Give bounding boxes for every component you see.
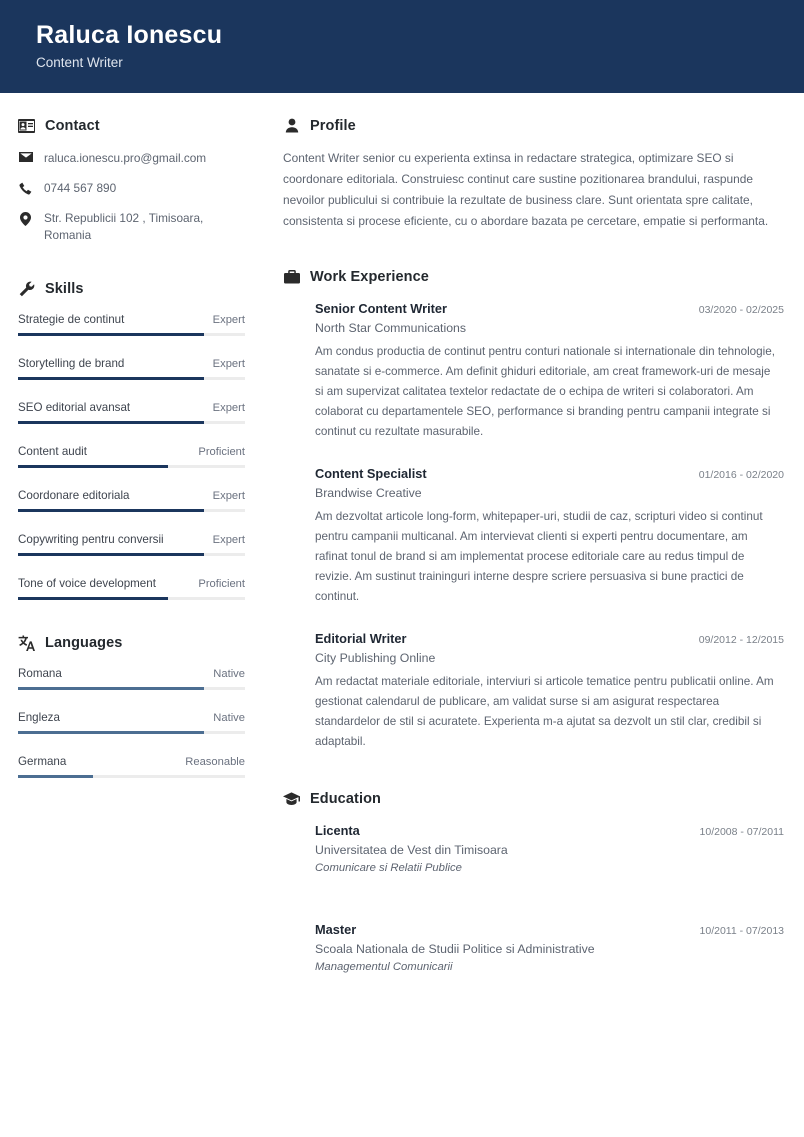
sidebar-column (0, 93, 283, 799)
bar-label: Strategie de continut (18, 313, 125, 326)
entry-description: Am dezvoltat articole long-form, whitepaper-uri, studii de caz, scripturi video si continut pentru campanii multicanal. Am intervievat clienti si experti pentru documentare, am rafinat tonul de brand si am implementat procese editoriale care au redus timpul de revizie. Am sustinut traininguri interne despre scriere persuasiva si bune practici de continut. (315, 510, 763, 603)
section-profile (283, 117, 784, 232)
progress-track (18, 597, 245, 600)
profile-heading-label: Profile (310, 117, 356, 134)
bar-level: Expert (212, 402, 245, 414)
skills-heading-label: Skills (45, 280, 84, 297)
entry-date: 01/2016 - 02/2020 (698, 469, 784, 481)
bar-level: Proficient (198, 578, 245, 590)
progress-track (18, 553, 245, 556)
entry-organization: City Publishing Online (315, 651, 436, 665)
progress-track (18, 377, 245, 380)
profile-heading (283, 117, 784, 134)
bar-level: Native (213, 712, 245, 724)
phone-icon (18, 182, 33, 195)
candidate-job-title: Content Writer (36, 55, 123, 70)
bar-label: Copywriting pentru conversii (18, 533, 164, 546)
envelope-icon (18, 152, 33, 162)
contact-heading-label: Contact (45, 117, 100, 134)
bar-label: Romana (18, 667, 62, 680)
bar-level: Expert (212, 358, 245, 370)
progress-track (18, 509, 245, 512)
entry-field: Managementul Comunicarii (315, 961, 453, 973)
progress-track (18, 731, 245, 734)
entry-organization: Universitatea de Vest din Timisoara (315, 843, 508, 857)
contact-heading (18, 117, 245, 134)
bar-label: Storytelling de brand (18, 357, 125, 370)
work-experience-list (283, 301, 784, 752)
languages-heading-label: Languages (45, 634, 123, 651)
contact-address-text: Str. Republicii 102 , Timisoara, Romania (44, 211, 204, 242)
skills-list (18, 313, 245, 600)
list-item (18, 667, 245, 690)
progress-fill (18, 687, 204, 690)
list-item (315, 823, 784, 874)
entry-title: Senior Content Writer (315, 301, 448, 316)
briefcase-icon (283, 268, 300, 285)
entry-organization: North Star Communications (315, 321, 467, 335)
progress-fill (18, 731, 204, 734)
education-list (283, 823, 784, 973)
list-item (18, 401, 245, 424)
translate-icon (18, 634, 35, 651)
contact-list (18, 150, 245, 244)
progress-track (18, 333, 245, 336)
progress-fill (18, 465, 168, 468)
bar-label: SEO editorial avansat (18, 401, 131, 414)
entry-title: Licenta (315, 823, 360, 838)
progress-fill (18, 553, 204, 556)
bar-label: Content audit (18, 445, 87, 458)
bar-label: Tone of voice development (18, 577, 156, 590)
resume-header (0, 0, 804, 93)
progress-fill (18, 333, 204, 336)
section-contact (18, 117, 245, 244)
list-item (18, 445, 245, 468)
education-heading-label: Education (310, 790, 381, 807)
entry-description: Am redactat materiale editoriale, interviuri si articole tematice pentru publicatii online. Am gestionat calendarul de publicare, am validat surse si am asigurat respectarea standardelor de stil si acuratete. Experienta m-a ajutat sa dezvolt un stil clar, credibil si adaptabil. (315, 675, 774, 748)
contact-address-row (18, 210, 245, 244)
bar-level: Expert (212, 314, 245, 326)
resume-body (0, 93, 804, 1021)
entry-date: 10/2008 - 07/2011 (699, 826, 784, 838)
languages-heading (18, 634, 245, 651)
contact-email-text: raluca.ionescu.pro@gmail.com (44, 151, 207, 165)
section-work-experience (283, 268, 784, 752)
contact-phone-text: 0744 567 890 (44, 181, 117, 195)
progress-fill (18, 597, 168, 600)
bar-label: Coordonare editoriala (18, 489, 130, 502)
work-experience-heading (283, 268, 784, 285)
progress-track (18, 687, 245, 690)
section-skills (18, 280, 245, 600)
list-item (315, 301, 784, 442)
bar-label: Germana (18, 755, 67, 768)
entry-title: Master (315, 922, 357, 937)
entry-date: 09/2012 - 12/2015 (698, 634, 784, 646)
main-column (283, 93, 804, 1021)
progress-fill (18, 509, 204, 512)
skills-heading (18, 280, 245, 297)
list-item (18, 755, 245, 778)
entry-date: 03/2020 - 02/2025 (698, 304, 784, 316)
list-item (315, 466, 784, 607)
bar-label: Engleza (18, 711, 60, 724)
entry-date: 10/2011 - 07/2013 (699, 925, 784, 937)
list-item (18, 313, 245, 336)
progress-track (18, 421, 245, 424)
list-item (18, 577, 245, 600)
list-item (18, 711, 245, 734)
list-item (315, 922, 784, 973)
education-heading (283, 790, 784, 807)
bar-level: Expert (212, 534, 245, 546)
entry-organization: Brandwise Creative (315, 486, 422, 500)
progress-track (18, 775, 245, 778)
list-item (18, 357, 245, 380)
list-item (315, 631, 784, 752)
work-experience-heading-label: Work Experience (310, 268, 429, 285)
section-education (283, 790, 784, 973)
contact-email-row[interactable] (18, 150, 245, 167)
entry-organization: Scoala Nationala de Studii Politice si Administrative (315, 942, 595, 956)
progress-track (18, 465, 245, 468)
progress-fill (18, 775, 93, 778)
bar-level: Proficient (198, 446, 245, 458)
bar-level: Reasonable (185, 756, 245, 768)
contact-phone-row[interactable] (18, 180, 245, 197)
entry-title: Editorial Writer (315, 631, 407, 646)
entry-field: Comunicare si Relatii Publice (315, 862, 462, 874)
contact-card-icon (18, 117, 35, 134)
bar-level: Native (213, 668, 245, 680)
person-icon (283, 117, 300, 134)
profile-text: Content Writer senior cu experienta extinsa in redactare strategica, optimizare SEO si coordonare editoriala. Construiesc continut care sustine pozitionarea brandului, raspunde nevoilor publicului si contribuie la rezultate de business clare. Sunt orientata spre calitate, consistenta si procese eficiente, cu o abordare bazata pe cercetare, empatie si performanta. (283, 151, 769, 228)
graduation-cap-icon (283, 790, 300, 807)
languages-list (18, 667, 245, 778)
progress-fill (18, 377, 204, 380)
section-languages (18, 634, 245, 778)
bar-level: Expert (212, 490, 245, 502)
list-item (18, 489, 245, 512)
list-item (18, 533, 245, 556)
candidate-name: Raluca Ionescu (36, 21, 223, 49)
entry-title: Content Specialist (315, 466, 427, 481)
map-pin-icon (18, 212, 33, 226)
progress-fill (18, 421, 204, 424)
wrench-icon (18, 280, 35, 297)
entry-description: Am condus productia de continut pentru conturi nationale si internationale din tehnologie, sanatate si e-commerce. Am definit ghiduri editoriale, am creat framework-uri de mesaje si am supervizat calitatea textelor redactate de o echipa de writeri si colaboratori. Am colaborat cu departamentele SEO, performance si branding pentru campanii integrate si continut cu rezultate masurabile. (315, 345, 776, 438)
